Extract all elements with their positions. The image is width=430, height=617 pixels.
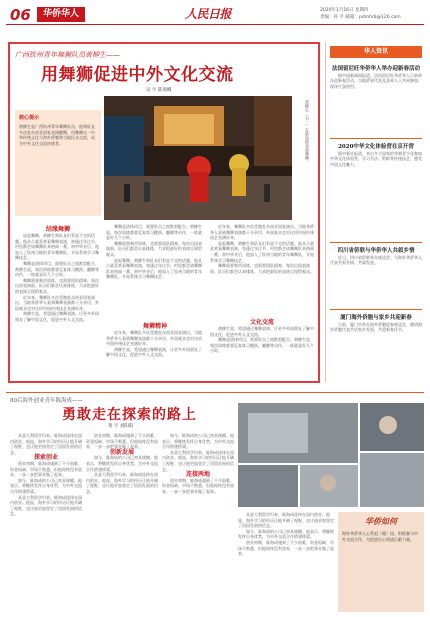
- paragraph: 舞狮需要刻苦训练，也需要团队精神。每次出国表演前，队员们都会认真排练，力求把最好的表演呈现给观众。: [210, 263, 314, 274]
- feature-body-col-3b: [210, 326, 314, 380]
- subhead-2: 舞狮精神: [142, 323, 167, 330]
- paragraph: 说起舞狮，黄柳生和队友们有说不完的话题。他从小就喜欢看舞狮表演，每逢过年过节，村里都会请舞狮队来热闹一番。初中毕业后，他加入了钦州当地的青年舞狮队，开始系统学习舞狮技艺。: [106, 257, 202, 280]
- feature2-body-col-2: [86, 433, 158, 613]
- paragraph: 舞狮是团体项目，需要队员之间默契配合。黄柳生说，每次训练都要反复练习跳跃、翻腾等动作，一练就是好几个小时。: [106, 224, 202, 241]
- feature2-kicker: 80后海外创业青年陈海成——: [10, 398, 83, 404]
- paragraph: 从意大利留学归来，陈海成选择在国内创业。他说，海外学习的经历让他开阔了视野，也让他更加坚定了回国发展的信念。: [86, 472, 158, 494]
- commentary-text: 海外华侨华人心系祖（籍）国，积极参与中外交流合作，为促进民心相通贡献力量。: [342, 531, 418, 542]
- brief-text: 据中国新闻网报道，法国留尼旺华侨华人日前举办迎新春活动，当地侨界代表及各界人士共同参加，现场气氛热烈。: [330, 73, 422, 89]
- brief-rule: [330, 242, 422, 243]
- brief-heading: 厦门海外侨胞与家乡共迎新春: [340, 315, 412, 321]
- subhead: 连接两地: [185, 471, 210, 479]
- paragraph: 说起舞狮，黄柳生和队友们有说不完的话题。他从小就喜欢看舞狮表演，每逢过年过节，村里都会请舞狮队来热闹一番。初中毕业后，他加入了钦州当地的青年舞狮队，开始系统学习舞狮技艺。: [210, 240, 314, 263]
- paragraph: 从意大利留学归来，陈海成选择在国内创业。他说，海外学习的经历让他开阔了视野，也让他更加坚定了回国发展的信念。: [238, 512, 334, 529]
- paragraph: 如今，陈海成的公司已初具规模。他表示，将继续发挥自身优势，为中外交流合作搭建桥梁。: [86, 455, 158, 472]
- feature2-title: 勇敢走在探索的路上: [62, 407, 197, 423]
- feature-byline: 吴 宇 陈瑞娜: [146, 88, 172, 93]
- paragraph: 如今，陈海成的公司已初具规模。他表示，将继续发挥自身优势，为中外交流合作搭建桥梁。: [162, 433, 234, 450]
- paragraph: 近年来，舞狮队多次受邀赴东南亚国家演出。当地华侨华人看到舞狮表演都十分亲切，外国观众也对这项中国传统技艺充满好奇。: [106, 330, 202, 347]
- paragraph: 黄柳生说，希望通过舞狮表演，让更多外国朋友了解中国文化，促进中外人文交流。: [15, 311, 99, 322]
- paragraph: 近年来，舞狮队多次受邀赴东南亚国家演出。当地华侨华人看到舞狮表演都十分亲切，外国观众也对这项中国传统技艺充满好奇。: [210, 224, 314, 241]
- page-number: 06: [10, 6, 31, 24]
- feature-body-col-2b: [106, 330, 204, 380]
- lead-heading: 核心提示: [19, 115, 40, 121]
- column-divider: [325, 42, 326, 382]
- brief-rule: [330, 138, 422, 139]
- brief-text: 日前，厦门市举办海外侨胞迎春座谈会，邀请海外侨胞代表共话家乡发展，共迎新春佳节。: [330, 322, 422, 333]
- brief-heading: 法国留尼旺华侨华人举办迎新春活动: [331, 66, 420, 72]
- paragraph: 舞狮是团体项目，需要队员之间默契配合。黄柳生说，每次训练都要反复练习跳跃、翻腾等动作，一练就是好几个小时。: [15, 260, 99, 278]
- brief-heading: 四川省侨联与华侨华人共叙乡情: [337, 248, 415, 254]
- feature-title: 用舞狮促进中外文化交流: [41, 65, 234, 85]
- feature2-body-col-1: [10, 433, 82, 613]
- photo-caption: 黄柳生（右一）在新加坡表演舞狮。: [305, 100, 310, 164]
- commentary-box: [338, 512, 424, 612]
- header-rule: [6, 24, 424, 25]
- lead-text: 黄柳生是广西钦州青年舞狮队员，他和队友多次赴东南亚国家表演醒狮，用舞狮这一中华传统文化与海外侨胞和当地民众交流，成为中外文化交流的使者。: [19, 124, 95, 146]
- feature-body-col-2: [106, 224, 204, 319]
- paragraph: 如今，陈海成的公司已初具规模。他表示，将继续发挥自身优势，为中外交流合作搭建桥梁。: [10, 477, 82, 494]
- lead-box: [15, 110, 101, 216]
- section-tab: 华侨华人: [37, 7, 85, 22]
- brief-rule: [330, 309, 422, 310]
- paragraph: 黄柳生说，希望通过舞狮表演，让更多外国朋友了解中国文化，促进中外人文交流。: [210, 326, 314, 337]
- right-column-tab: 华人资讯: [330, 46, 422, 58]
- paragraph: 近年来，舞狮队多次受邀赴东南亚国家演出。当地华侨华人看到舞狮表演都十分亲切，外国观众也对这项中国传统技艺充满好奇。: [15, 294, 99, 311]
- paragraph: 舞狮是团体项目，需要队员之间默契配合。黄柳生说，每次训练都要反复练习跳跃、翻腾等动作，一练就是好几个小时。: [210, 337, 314, 354]
- feature-body-col-3: [210, 224, 314, 314]
- brief-text: 据中新社报道，来自多个国家的华裔青少年参加中华文化体验营，学习书法、剪纸等传统技艺，感受中国文化魅力。: [330, 151, 422, 167]
- section-rule: [6, 392, 424, 393]
- paragraph: 说起舞狮，黄柳生和队友们有说不完的话题。他从小就喜欢看舞狮表演，每逢过年过节，村里都会请舞狮队来热闹一番。初中毕业后，他加入了钦州当地的青年舞狮队，开始系统学习舞狮技艺。: [15, 233, 99, 261]
- commentary-title: 华侨如何: [365, 516, 397, 526]
- masthead-logo: 人民日报: [185, 7, 232, 21]
- date-line: 2020年1月16日 星期四: [320, 8, 369, 13]
- subhead-1: 结缘舞狮: [45, 226, 70, 233]
- feature-kicker: 广西钦州青年舞狮队员黄柳生——: [15, 51, 120, 59]
- feature-body-col-1: [15, 233, 101, 379]
- paragraph: 创业初期，陈海成遇到了不少困难，资金短缺、市场不熟悉，但他始终没有放弃，一步一步把事业做了起来。: [238, 539, 334, 557]
- paragraph: 从意大利留学归来，陈海成选择在国内创业。他说，海外学习的经历让他开阔了视野，也让他更加坚定了回国发展的信念。: [10, 433, 82, 455]
- feature2-photos: [238, 403, 424, 507]
- feature2-byline: 黄 宇 刘阳阳: [108, 424, 134, 429]
- paragraph: 从意大利留学归来，陈海成选择在国内创业。他说，海外学习的经历让他开阔了视野，也让他更加坚定了回国发展的信念。: [162, 449, 234, 472]
- subhead: 创新发展: [109, 448, 134, 456]
- paragraph: 黄柳生说，希望通过舞狮表演，让更多外国朋友了解中国文化，促进中外人文交流。: [106, 346, 202, 358]
- edition-line: 责编：孙 平 邮箱：pdmhrb@126.com: [320, 15, 401, 20]
- paragraph: 如今，陈海成的公司已初具规模。他表示，将继续发挥自身优势，为中外交流合作搭建桥梁。: [238, 528, 334, 540]
- feature2-body-col-3: [162, 433, 234, 613]
- feature2-body-col-4: [238, 512, 334, 612]
- paragraph: 舞狮需要刻苦训练，也需要团队精神。每次出国表演前，队员们都会认真排练，力求把最好的表演呈现给观众。: [15, 277, 99, 294]
- brief-text: 近日，四川省侨联举办座谈会，与海外华侨华人代表共叙乡情，共谋发展。: [330, 255, 422, 266]
- paragraph: 创业初期，陈海成遇到了不少困难，资金短缺、市场不熟悉，但他始终没有放弃，一步一步把事业做了起来。: [10, 460, 82, 478]
- brief-heading: 2020中华文化体验营在京开营: [338, 144, 414, 150]
- subhead-3: 文化交流: [249, 319, 274, 326]
- lion-dance-photo: [104, 96, 292, 220]
- subhead: 探索创业: [33, 454, 58, 462]
- paragraph: 创业初期，陈海成遇到了不少困难，资金短缺、市场不熟悉，但他始终没有放弃，一步一步把事业做了起来。: [86, 433, 158, 450]
- paragraph: 从意大利留学归来，陈海成选择在国内创业。他说，海外学习的经历让他开阔了视野，也让他更加坚定了回国发展的信念。: [10, 494, 82, 517]
- paragraph: 舞狮需要刻苦训练，也需要团队精神。每次出国表演前，队员们都会认真排练，力求把最好的表演呈现给观众。: [106, 240, 202, 257]
- paragraph: 创业初期，陈海成遇到了不少困难，资金短缺、市场不熟悉，但他始终没有放弃，一步一步把事业做了起来。: [162, 477, 234, 494]
